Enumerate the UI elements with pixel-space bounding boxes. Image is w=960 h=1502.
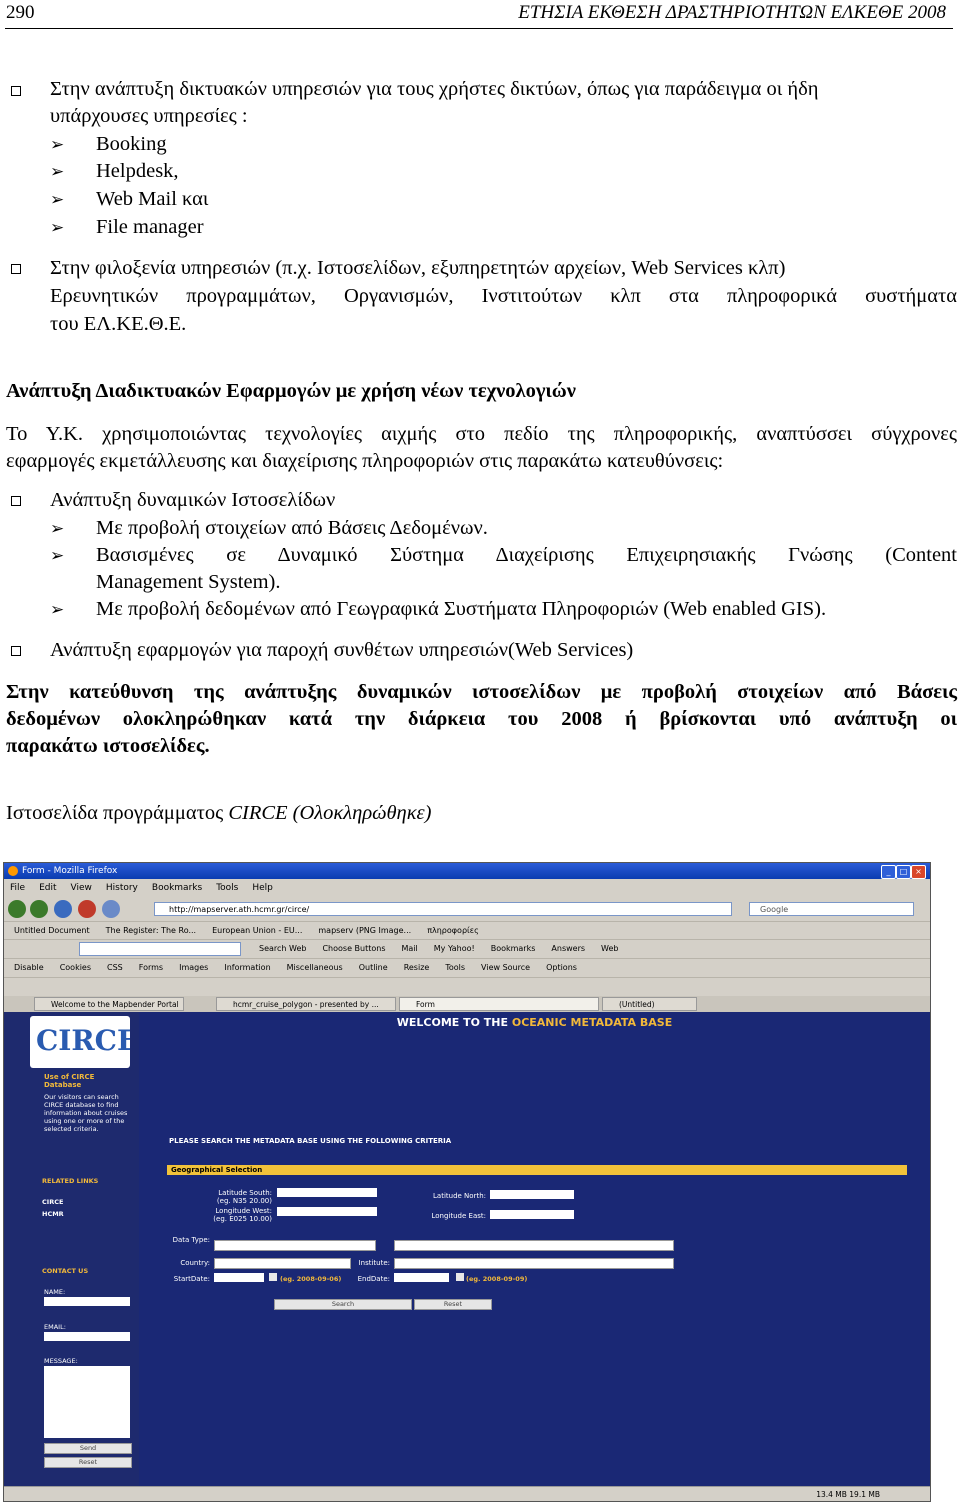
link-circe[interactable]: CIRCE [42, 1198, 64, 1206]
menu-edit[interactable]: Edit [39, 883, 57, 893]
bookmark-item[interactable]: πληροφορίες [427, 926, 479, 935]
email-label: EMAIL: [44, 1323, 66, 1331]
toolbar-item[interactable]: Tools [445, 963, 466, 972]
lon-west-example: (eg. E025 10.00) [213, 1215, 272, 1223]
link-hcmr[interactable]: HCMR [42, 1210, 64, 1218]
square-bullet-icon [11, 264, 21, 274]
geographical-selection-bar: Geographical Selection [167, 1165, 907, 1175]
forward-icon[interactable] [30, 900, 48, 918]
reset-button[interactable]: Reset [414, 1299, 492, 1310]
bullet1-line1: Στην ανάπτυξη δικτυακών υπηρεσιών για τους χρήστες δικτύων, όπως για παράδειγμα οι ήδη [50, 78, 819, 100]
list-item: Booking [96, 133, 167, 155]
arrow-bullet-icon: ➢ [50, 190, 65, 209]
page-number: 290 [6, 2, 35, 23]
bullet3-title: Ανάπτυξη δυναμικών Ιστοσελίδων [50, 489, 336, 511]
name-field[interactable] [44, 1297, 130, 1306]
toolbar-item[interactable]: Forms [138, 963, 164, 972]
lon-east-label: Longitude East: [431, 1212, 486, 1220]
toolbar-item[interactable]: Resize [403, 963, 430, 972]
svg-text:CIRCE: CIRCE [36, 1024, 130, 1057]
data-type-select[interactable] [214, 1240, 376, 1251]
start-date-example: (eg. 2008-09-06) [280, 1275, 342, 1283]
lat-north-field[interactable] [490, 1190, 574, 1199]
sidebar-use-title: Use of CIRCE Database [44, 1073, 95, 1089]
list-item: Web Mail και [96, 188, 209, 210]
toolbar-item[interactable]: Information [224, 963, 271, 972]
figure-caption [6, 800, 431, 827]
stop-icon[interactable] [78, 900, 96, 918]
country-select[interactable] [214, 1258, 351, 1269]
square-bullet-icon [11, 496, 21, 506]
toolbar-item[interactable]: View Source [481, 963, 531, 972]
send-button[interactable]: Send [44, 1443, 132, 1454]
bullet3-item1: Με προβολή στοιχείων από Βάσεις Δεδομένων. [96, 517, 488, 539]
toolbar-item[interactable]: Cookies [59, 963, 92, 972]
bullet1-line2: υπάρχουσες υπηρεσίες : [50, 105, 248, 127]
intro-line1: Το Υ.Κ. χρησιμοποιώντας τεχνολογίες αιχμής στο πεδίο της πληροφορικής, αναπτύσσει σύγχρονες [6, 423, 957, 445]
arrow-bullet-icon: ➢ [50, 519, 65, 538]
arrow-bullet-icon: ➢ [50, 600, 65, 619]
toolbar-item[interactable]: Outline [358, 963, 388, 972]
home-icon[interactable] [102, 900, 120, 918]
toolbar-item[interactable]: Web [601, 944, 619, 953]
institute-select[interactable] [394, 1258, 674, 1269]
arrow-bullet-icon: ➢ [50, 162, 65, 181]
institute-label: Institute: [358, 1259, 390, 1267]
data-type-label: Data Type: [172, 1236, 210, 1244]
banner-orange: OCEANIC METADATA BASE [511, 1016, 673, 1029]
contact-title: CONTACT US [42, 1267, 89, 1275]
close-icon[interactable]: × [911, 865, 926, 879]
webdev-toolbar [4, 958, 930, 977]
toolbar-item[interactable]: Choose Buttons [322, 944, 386, 953]
reload-icon[interactable] [54, 900, 72, 918]
bullet2-line3: του ΕΛ.ΚΕ.Θ.Ε. [50, 313, 187, 335]
running-title: ΕΤΗΣΙΑ ΕΚΘΕΣΗ ΔΡΑΣΤΗΡΙΟΤΗΤΩΝ ΕΛΚΕΘΕ 2008 [518, 2, 946, 23]
lon-west-field[interactable] [277, 1207, 377, 1216]
email-field[interactable] [44, 1332, 130, 1341]
arrow-bullet-icon: ➢ [50, 546, 65, 565]
start-date-label: StartDate: [173, 1275, 210, 1283]
lat-south-label: Latitude South: [218, 1189, 272, 1197]
toolbar-item[interactable]: Mail [401, 944, 418, 953]
menu-view[interactable]: View [70, 883, 92, 893]
start-date-field[interactable] [214, 1273, 264, 1282]
url-field[interactable]: http://mapserver.ath.hcmr.gr/circe/ [154, 902, 732, 916]
circe-logo [30, 1016, 130, 1068]
menu-help[interactable]: Help [252, 883, 273, 893]
section-title: Ανάπτυξη Διαδικτυακών Εφαρμογών με χρήση νέων τεχνολογιών [6, 380, 576, 402]
arrow-bullet-icon: ➢ [50, 218, 65, 237]
menu-bookmarks[interactable]: Bookmarks [151, 883, 203, 893]
toolbar-item[interactable]: Disable [14, 963, 44, 972]
country-label: Country: [180, 1259, 210, 1267]
calendar-icon[interactable] [269, 1273, 277, 1281]
bold-para-line2: δεδομένων ολοκληρώθηκαν κατά την διάρκεια του 2008 ή βρίσκονται υπό ανάπτυξη οι [6, 708, 957, 730]
caption-suffix: CIRCE (Ολοκληρώθηκε) [228, 802, 432, 824]
name-label: NAME: [44, 1288, 66, 1296]
toolbar-item[interactable]: Images [179, 963, 209, 972]
square-bullet-icon [11, 646, 21, 656]
firefox-icon [8, 866, 18, 876]
tab-untitled[interactable]: (Untitled) [602, 997, 697, 1011]
toolbar-item[interactable]: My Yahoo! [433, 944, 475, 953]
menu-history[interactable]: History [105, 883, 138, 893]
search-heading: PLEASE SEARCH THE METADATA BASE USING THE FOLLOWING CRITERIA [169, 1137, 452, 1145]
banner-white: WELCOME TO THE [396, 1016, 512, 1029]
end-date-field[interactable] [394, 1273, 449, 1282]
bullet3-item3: Με προβολή δεδομένων από Γεωγραφικά Συστήματα Πληροφοριών (Web enabled GIS). [96, 598, 827, 620]
site-banner [139, 1015, 930, 1031]
bullet3-item2-line2: Management System). [96, 571, 281, 593]
search-button[interactable]: Search [274, 1299, 412, 1310]
end-date-example: (eg. 2008-09-09) [466, 1275, 528, 1283]
browser-screenshot [3, 862, 931, 1502]
menu-bar [4, 880, 930, 897]
toolbar-item[interactable]: Search Web [259, 944, 307, 953]
bullet2-line2: Ερευνητικών προγραμμάτων, Οργανισμών, Ινστιτούτων κλπ στα πληροφορικά συστήματα [50, 285, 957, 307]
toolbar-item[interactable]: Miscellaneous [286, 963, 343, 972]
list-item: File manager [96, 216, 204, 238]
menu-tools[interactable]: Tools [216, 883, 239, 893]
message-textarea[interactable] [44, 1366, 130, 1438]
search-input[interactable]: Google [749, 902, 914, 916]
yahoo-search-input[interactable] [79, 942, 241, 956]
tab-cruise-polygon[interactable]: hcmr_cruise_polygon - presented by ... [216, 997, 396, 1011]
extra-toolbar [4, 977, 930, 996]
tab-form[interactable]: Form [399, 997, 599, 1011]
bookmarks-toolbar [4, 921, 930, 940]
related-links-title: RELATED LINKS [42, 1177, 99, 1185]
message-label: MESSAGE: [44, 1357, 78, 1365]
data-type-select-2[interactable] [394, 1240, 674, 1251]
reset-side-button[interactable]: Reset [44, 1457, 132, 1468]
bold-para-line3: παρακάτω ιστοσελίδες. [6, 735, 210, 757]
arrow-bullet-icon: ➢ [50, 135, 65, 154]
lon-west-label: Longitude West: [215, 1207, 272, 1215]
toolbar-item[interactable]: Options [546, 963, 577, 972]
sidebar-use-text: Our visitors can search CIRCE database to find information about cruises using one or more of the selected criteria. [44, 1093, 128, 1133]
lat-south-example: (eg. N35 20.00) [216, 1197, 272, 1205]
square-bullet-icon [11, 86, 21, 96]
page-header [6, 2, 946, 26]
bookmark-item[interactable]: European Union - EU... [212, 926, 303, 935]
maximize-icon[interactable]: □ [896, 865, 911, 879]
caption-prefix: Ιστοσελίδα προγράμματος [6, 802, 229, 824]
intro-line2: εφαρμογές εκμετάλλευσης και διαχείρισης πληροφοριών στις παρακάτω κατευθύνσεις: [6, 450, 724, 472]
header-rule [5, 28, 953, 29]
bullet3-item2-line1: Βασισμένες σε Δυναμικό Σύστημα Διαχείρισης Επιχειρησιακής Γνώσης (Content [96, 544, 957, 566]
menu-file[interactable]: File [10, 883, 26, 893]
lat-north-label: Latitude North: [433, 1192, 486, 1200]
bullet2-line1: Στην φιλοξενία υπηρεσιών (π.χ. Ιστοσελίδων, εξυπηρετητών αρχείων, Web Services κλπ) [50, 257, 786, 279]
circe-logo-icon [30, 1016, 130, 1068]
lat-south-field[interactable] [277, 1188, 377, 1197]
lon-east-field[interactable] [490, 1210, 574, 1219]
list-item: Helpdesk, [96, 160, 179, 182]
memory-status: 13.4 MB 19.1 MB [816, 1490, 880, 1499]
bookmark-item[interactable]: mapserv (PNG Image... [318, 926, 412, 935]
bookmark-item[interactable]: The Register: The Ro... [105, 926, 197, 935]
toolbar-item[interactable]: CSS [107, 963, 123, 972]
bookmark-item[interactable]: Untitled Document [14, 926, 90, 935]
bold-para-line1: Στην κατεύθυνση της ανάπτυξης δυναμικών ιστοσελίδων με προβολή στοιχείων από Βάσεις [6, 681, 957, 703]
back-icon[interactable] [8, 900, 26, 918]
toolbar-item[interactable]: Answers [551, 944, 586, 953]
status-bar [4, 1486, 930, 1502]
window-titlebar: Form - Mozilla Firefox [4, 863, 930, 879]
toolbar-item[interactable]: Bookmarks [490, 944, 536, 953]
tab-mapbender[interactable]: Welcome to the Mapbender Portal [34, 997, 184, 1011]
calendar-icon[interactable] [456, 1273, 464, 1281]
bullet4: Ανάπτυξη εφαρμογών για παροχή συνθέτων υπηρεσιών(Web Services) [50, 639, 634, 661]
end-date-label: EndDate: [357, 1275, 390, 1283]
minimize-icon[interactable]: _ [881, 865, 896, 879]
